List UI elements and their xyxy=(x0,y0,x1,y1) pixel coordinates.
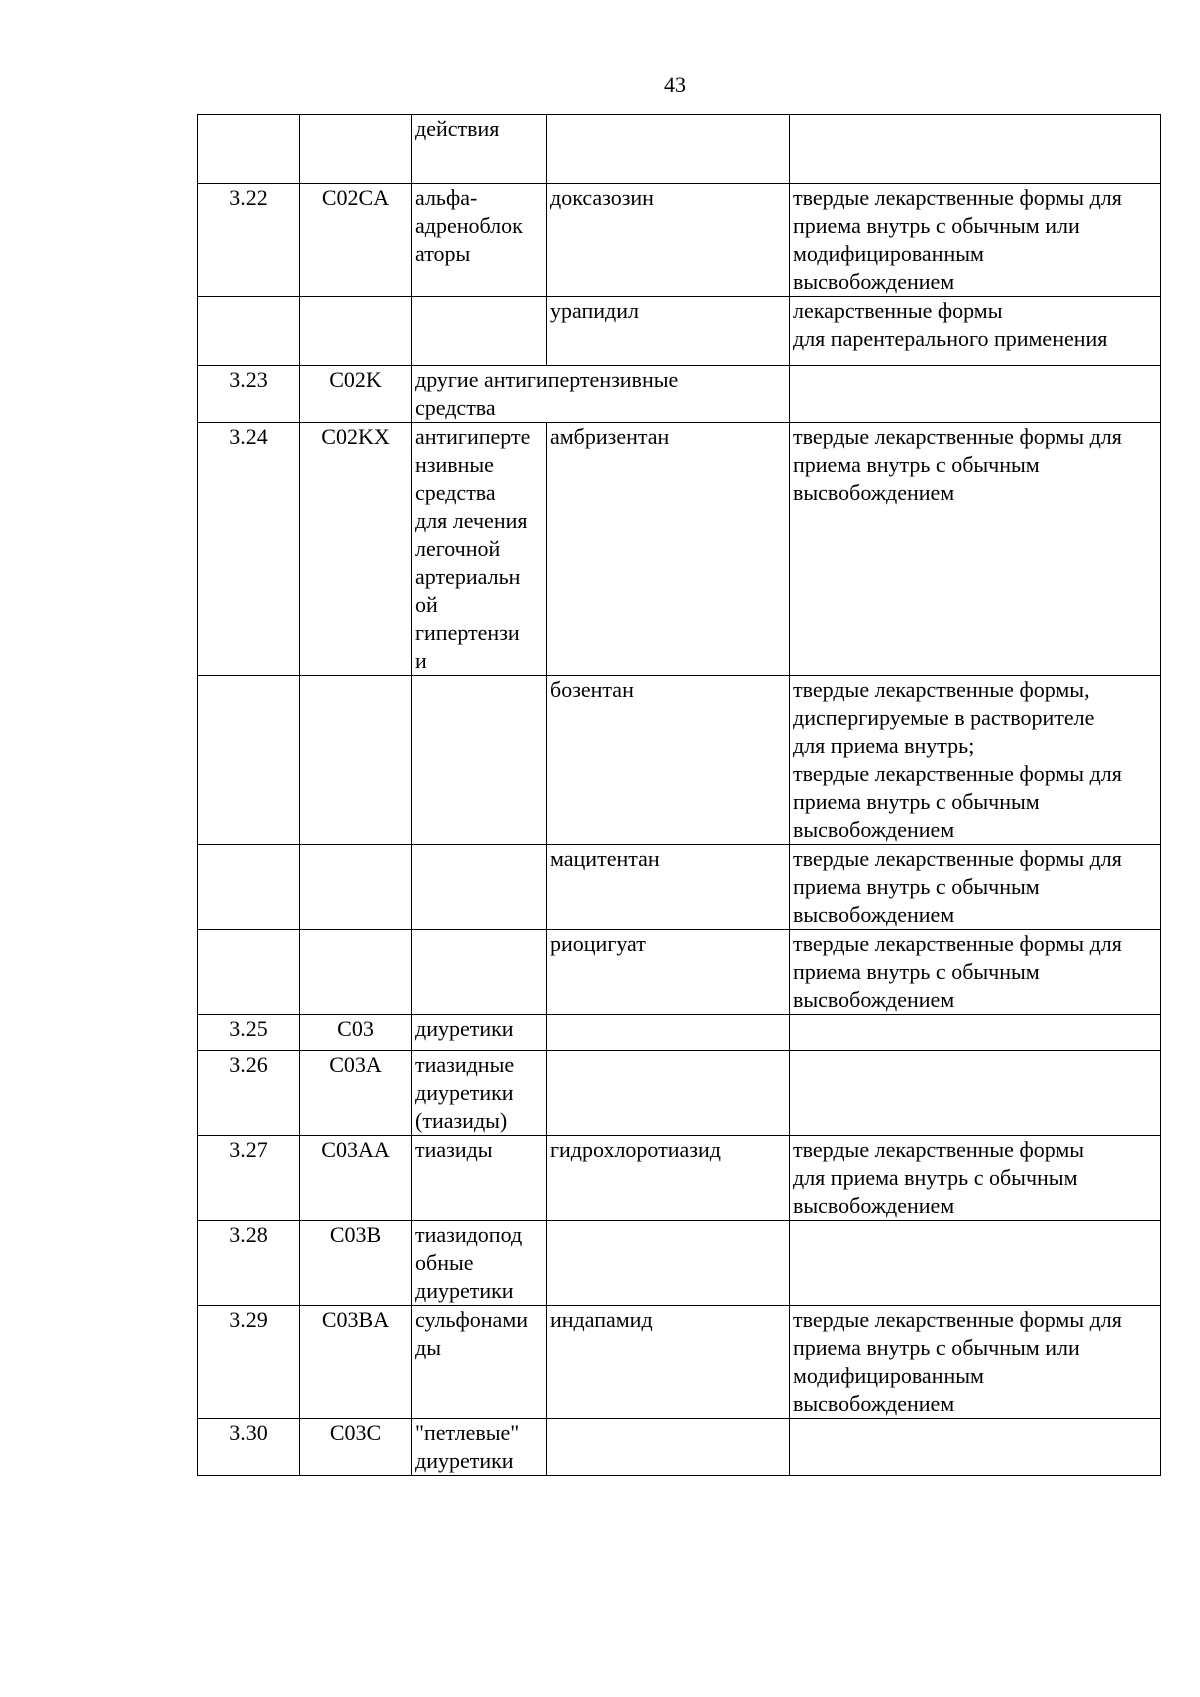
cell-number: 3.22 xyxy=(198,184,300,297)
table-row xyxy=(198,1306,1161,1419)
cell-dosage-form: твердые лекарственные формы для приема внутрь с обычным высвобождением xyxy=(790,423,1161,676)
cell-number xyxy=(198,930,300,1015)
cell-substance: доксазозин xyxy=(547,184,790,297)
cell-group-name xyxy=(412,930,547,1015)
cell-number: 3.26 xyxy=(198,1051,300,1136)
table-row xyxy=(198,1051,1161,1136)
table-row xyxy=(198,184,1161,297)
cell-number: 3.24 xyxy=(198,423,300,676)
cell-group-name: действия xyxy=(412,115,547,184)
table-row xyxy=(198,930,1161,1015)
cell-group-name xyxy=(412,676,547,845)
cell-group-name: тиазиды xyxy=(412,1136,547,1221)
cell-group-name xyxy=(412,297,547,366)
cell-group-name: сульфонами ды xyxy=(412,1306,547,1419)
table-row xyxy=(198,297,1161,366)
cell-dosage-form: твердые лекарственные формы, диспергируемые в растворителе для приема внутрь; твердые лекарственные формы для приема внутрь с обычным высвобождением xyxy=(790,676,1161,845)
cell-group-name: тиазидопод обные диуретики xyxy=(412,1221,547,1306)
cell-substance: индапамид xyxy=(547,1306,790,1419)
cell-number xyxy=(198,845,300,930)
cell-group-name: "петлевые" диуретики xyxy=(412,1419,547,1476)
cell-atc-code: C03BA xyxy=(300,1306,412,1419)
cell-number: 3.28 xyxy=(198,1221,300,1306)
cell-atc-code: C03C xyxy=(300,1419,412,1476)
cell-substance xyxy=(547,1419,790,1476)
cell-atc-code xyxy=(300,297,412,366)
table-row xyxy=(198,1136,1161,1221)
cell-dosage-form xyxy=(790,1051,1161,1136)
cell-dosage-form: твердые лекарственные формы для приема внутрь с обычным высвобождением xyxy=(790,930,1161,1015)
cell-substance: мацитентан xyxy=(547,845,790,930)
cell-number xyxy=(198,115,300,184)
table-row xyxy=(198,676,1161,845)
cell-number: 3.30 xyxy=(198,1419,300,1476)
cell-atc-code xyxy=(300,930,412,1015)
cell-atc-code: C02K xyxy=(300,366,412,423)
cell-atc-code: C02CA xyxy=(300,184,412,297)
cell-number: 3.23 xyxy=(198,366,300,423)
cell-atc-code xyxy=(300,676,412,845)
cell-atc-code: C03A xyxy=(300,1051,412,1136)
cell-atc-code: C03AA xyxy=(300,1136,412,1221)
table-body xyxy=(198,115,1161,1476)
cell-dosage-form: лекарственные формы для парентерального применения xyxy=(790,297,1161,366)
cell-substance: гидрохлоротиазид xyxy=(547,1136,790,1221)
cell-dosage-form: твердые лекарственные формы для приема внутрь с обычным или модифицированным высвобождением xyxy=(790,184,1161,297)
cell-atc-code: C03B xyxy=(300,1221,412,1306)
cell-substance xyxy=(547,1051,790,1136)
cell-number: 3.27 xyxy=(198,1136,300,1221)
cell-dosage-form xyxy=(790,1015,1161,1051)
table-row xyxy=(198,1419,1161,1476)
cell-dosage-form: твердые лекарственные формы для приема внутрь с обычным высвобождением xyxy=(790,1136,1161,1221)
cell-dosage-form xyxy=(790,1419,1161,1476)
table-row xyxy=(198,115,1161,184)
cell-number xyxy=(198,297,300,366)
cell-substance: бозентан xyxy=(547,676,790,845)
table-row xyxy=(198,366,1161,423)
cell-number xyxy=(198,676,300,845)
cell-substance: урапидил xyxy=(547,297,790,366)
cell-number: 3.25 xyxy=(198,1015,300,1051)
cell-group-name: другие антигипертензивные средства xyxy=(412,366,790,423)
cell-substance xyxy=(547,1221,790,1306)
cell-dosage-form xyxy=(790,115,1161,184)
cell-atc-code: C03 xyxy=(300,1015,412,1051)
cell-group-name: тиазидные диуретики (тиазиды) xyxy=(412,1051,547,1136)
cell-atc-code xyxy=(300,115,412,184)
cell-dosage-form: твердые лекарственные формы для приема внутрь с обычным высвобождением xyxy=(790,845,1161,930)
cell-group-name xyxy=(412,845,547,930)
cell-group-name: антигиперте нзивные средства для лечения легочной артериальн ой гипертензи и xyxy=(412,423,547,676)
page-number: 43 xyxy=(664,72,686,97)
cell-atc-code xyxy=(300,845,412,930)
cell-substance: амбризентан xyxy=(547,423,790,676)
medication-table xyxy=(197,114,1161,1476)
table-row xyxy=(198,1221,1161,1306)
cell-dosage-form: твердые лекарственные формы для приема внутрь с обычным или модифицированным высвобождением xyxy=(790,1306,1161,1419)
table-row xyxy=(198,423,1161,676)
cell-dosage-form xyxy=(790,366,1161,423)
cell-substance xyxy=(547,115,790,184)
cell-group-name: диуретики xyxy=(412,1015,547,1051)
cell-substance: риоцигуат xyxy=(547,930,790,1015)
cell-dosage-form xyxy=(790,1221,1161,1306)
cell-group-name: альфа- адреноблок аторы xyxy=(412,184,547,297)
table-row xyxy=(198,845,1161,930)
table-row xyxy=(198,1015,1161,1051)
cell-atc-code: C02KX xyxy=(300,423,412,676)
cell-number: 3.29 xyxy=(198,1306,300,1419)
cell-substance xyxy=(547,1015,790,1051)
